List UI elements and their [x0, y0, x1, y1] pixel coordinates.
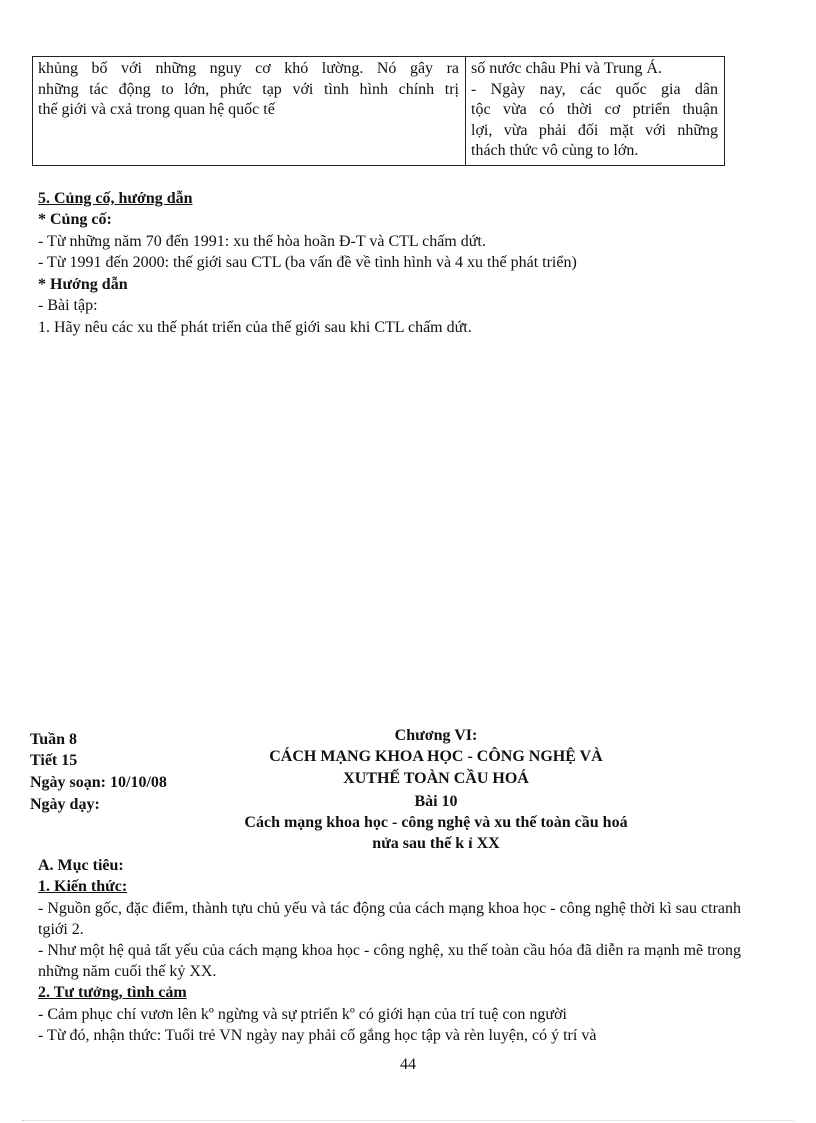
week: Tuần 8 [30, 731, 77, 748]
table-line: khủng bố với những nguy cơ khó lường. Nó gây ra [38, 60, 459, 77]
chapter-name-line1: CÁCH MẠNG KHOA HỌC - CÔNG NGHỆ VÀ [269, 748, 603, 765]
table-line: lợi, vừa phải đối mặt với những [471, 121, 718, 139]
table-line: số nước châu Phi và Trung Á. [471, 60, 662, 77]
table-line: thách thức vô cùng to lớn. [471, 142, 639, 159]
knowledge-item: - Như một hệ quả tất yếu của cách mạng khoa học - công nghệ, xu thế toàn cầu hóa đã diễn ra mạnh mẽ trong những năm cuối thế kỷ XX. [38, 942, 741, 980]
lesson-number: Bài 10 [414, 793, 458, 810]
objectives-heading: A. Mục tiêu: [38, 857, 124, 874]
cungco-item: - Từ những năm 70 đến 1991: xu thế hòa hoãn Đ-T và CTL chấm dứt. [38, 233, 486, 250]
table-row [33, 57, 725, 166]
table-line: tộc vừa có thời cơ ptriển thuận [471, 101, 718, 118]
page-bottom-dots [22, 1120, 794, 1121]
table-cell-left [33, 57, 466, 166]
baitap-item: 1. Hãy nêu các xu thế phát triển của thế giới sau khi CTL chấm dứt. [38, 319, 472, 336]
prep-date: Ngày soạn: 10/10/08 [30, 774, 167, 791]
table-line: thế giới và cxả trong quan hệ quốc tế [38, 101, 275, 118]
lesson-name-line2: nửa sau thế k ỉ XX [372, 835, 500, 852]
table-line: - Ngày nay, các quốc gia dân [471, 80, 718, 98]
knowledge-heading: 1. Kiến thức: [38, 878, 128, 895]
lesson-name-line1: Cách mạng khoa học - công nghệ và xu thế toàn cầu hoá [244, 814, 628, 831]
chapter-label: Chương VI: [394, 727, 478, 744]
table-line: những tác động to lớn, phức tạp với tình hình chính trị [38, 80, 459, 98]
continuation-table [32, 56, 725, 166]
huongdan-label: * Hướng dẫn [38, 276, 128, 293]
table-cell-right [466, 57, 725, 166]
cungco-label: * Củng cố: [38, 211, 112, 228]
cungco-item: - Từ 1991 đến 2000: thế giới sau CTL (ba vấn đề về tình hình và 4 xu thế phát triển) [38, 254, 577, 271]
thought-heading: 2. Tư tưởng, tình cảm [38, 984, 187, 1001]
knowledge-item: - Nguồn gốc, đặc điểm, thành tựu chủ yếu và tác động của cách mạng khoa học - công nghệ thời kì sau ctranh tgiới 2. [38, 900, 741, 938]
thought-item: - Cảm phục chí vươn lên kº ngừng và sự ptriển kº có giới hạn của trí tuệ con người [38, 1006, 567, 1023]
chapter-name-line2: XUTHẾ TOÀN CẦU HOÁ [343, 770, 529, 787]
period: Tiết 15 [30, 752, 78, 769]
page-number: 44 [400, 1056, 416, 1073]
section5-heading: 5. Củng cố, hướng dẫn [38, 190, 193, 207]
thought-item: - Từ đó, nhận thức: Tuổi trẻ VN ngày nay phải cố gắng học tập và rèn luyện, có ý trí và [38, 1027, 597, 1044]
teach-date: Ngày dạy: [30, 796, 100, 813]
baitap-label: - Bài tập: [38, 297, 98, 314]
